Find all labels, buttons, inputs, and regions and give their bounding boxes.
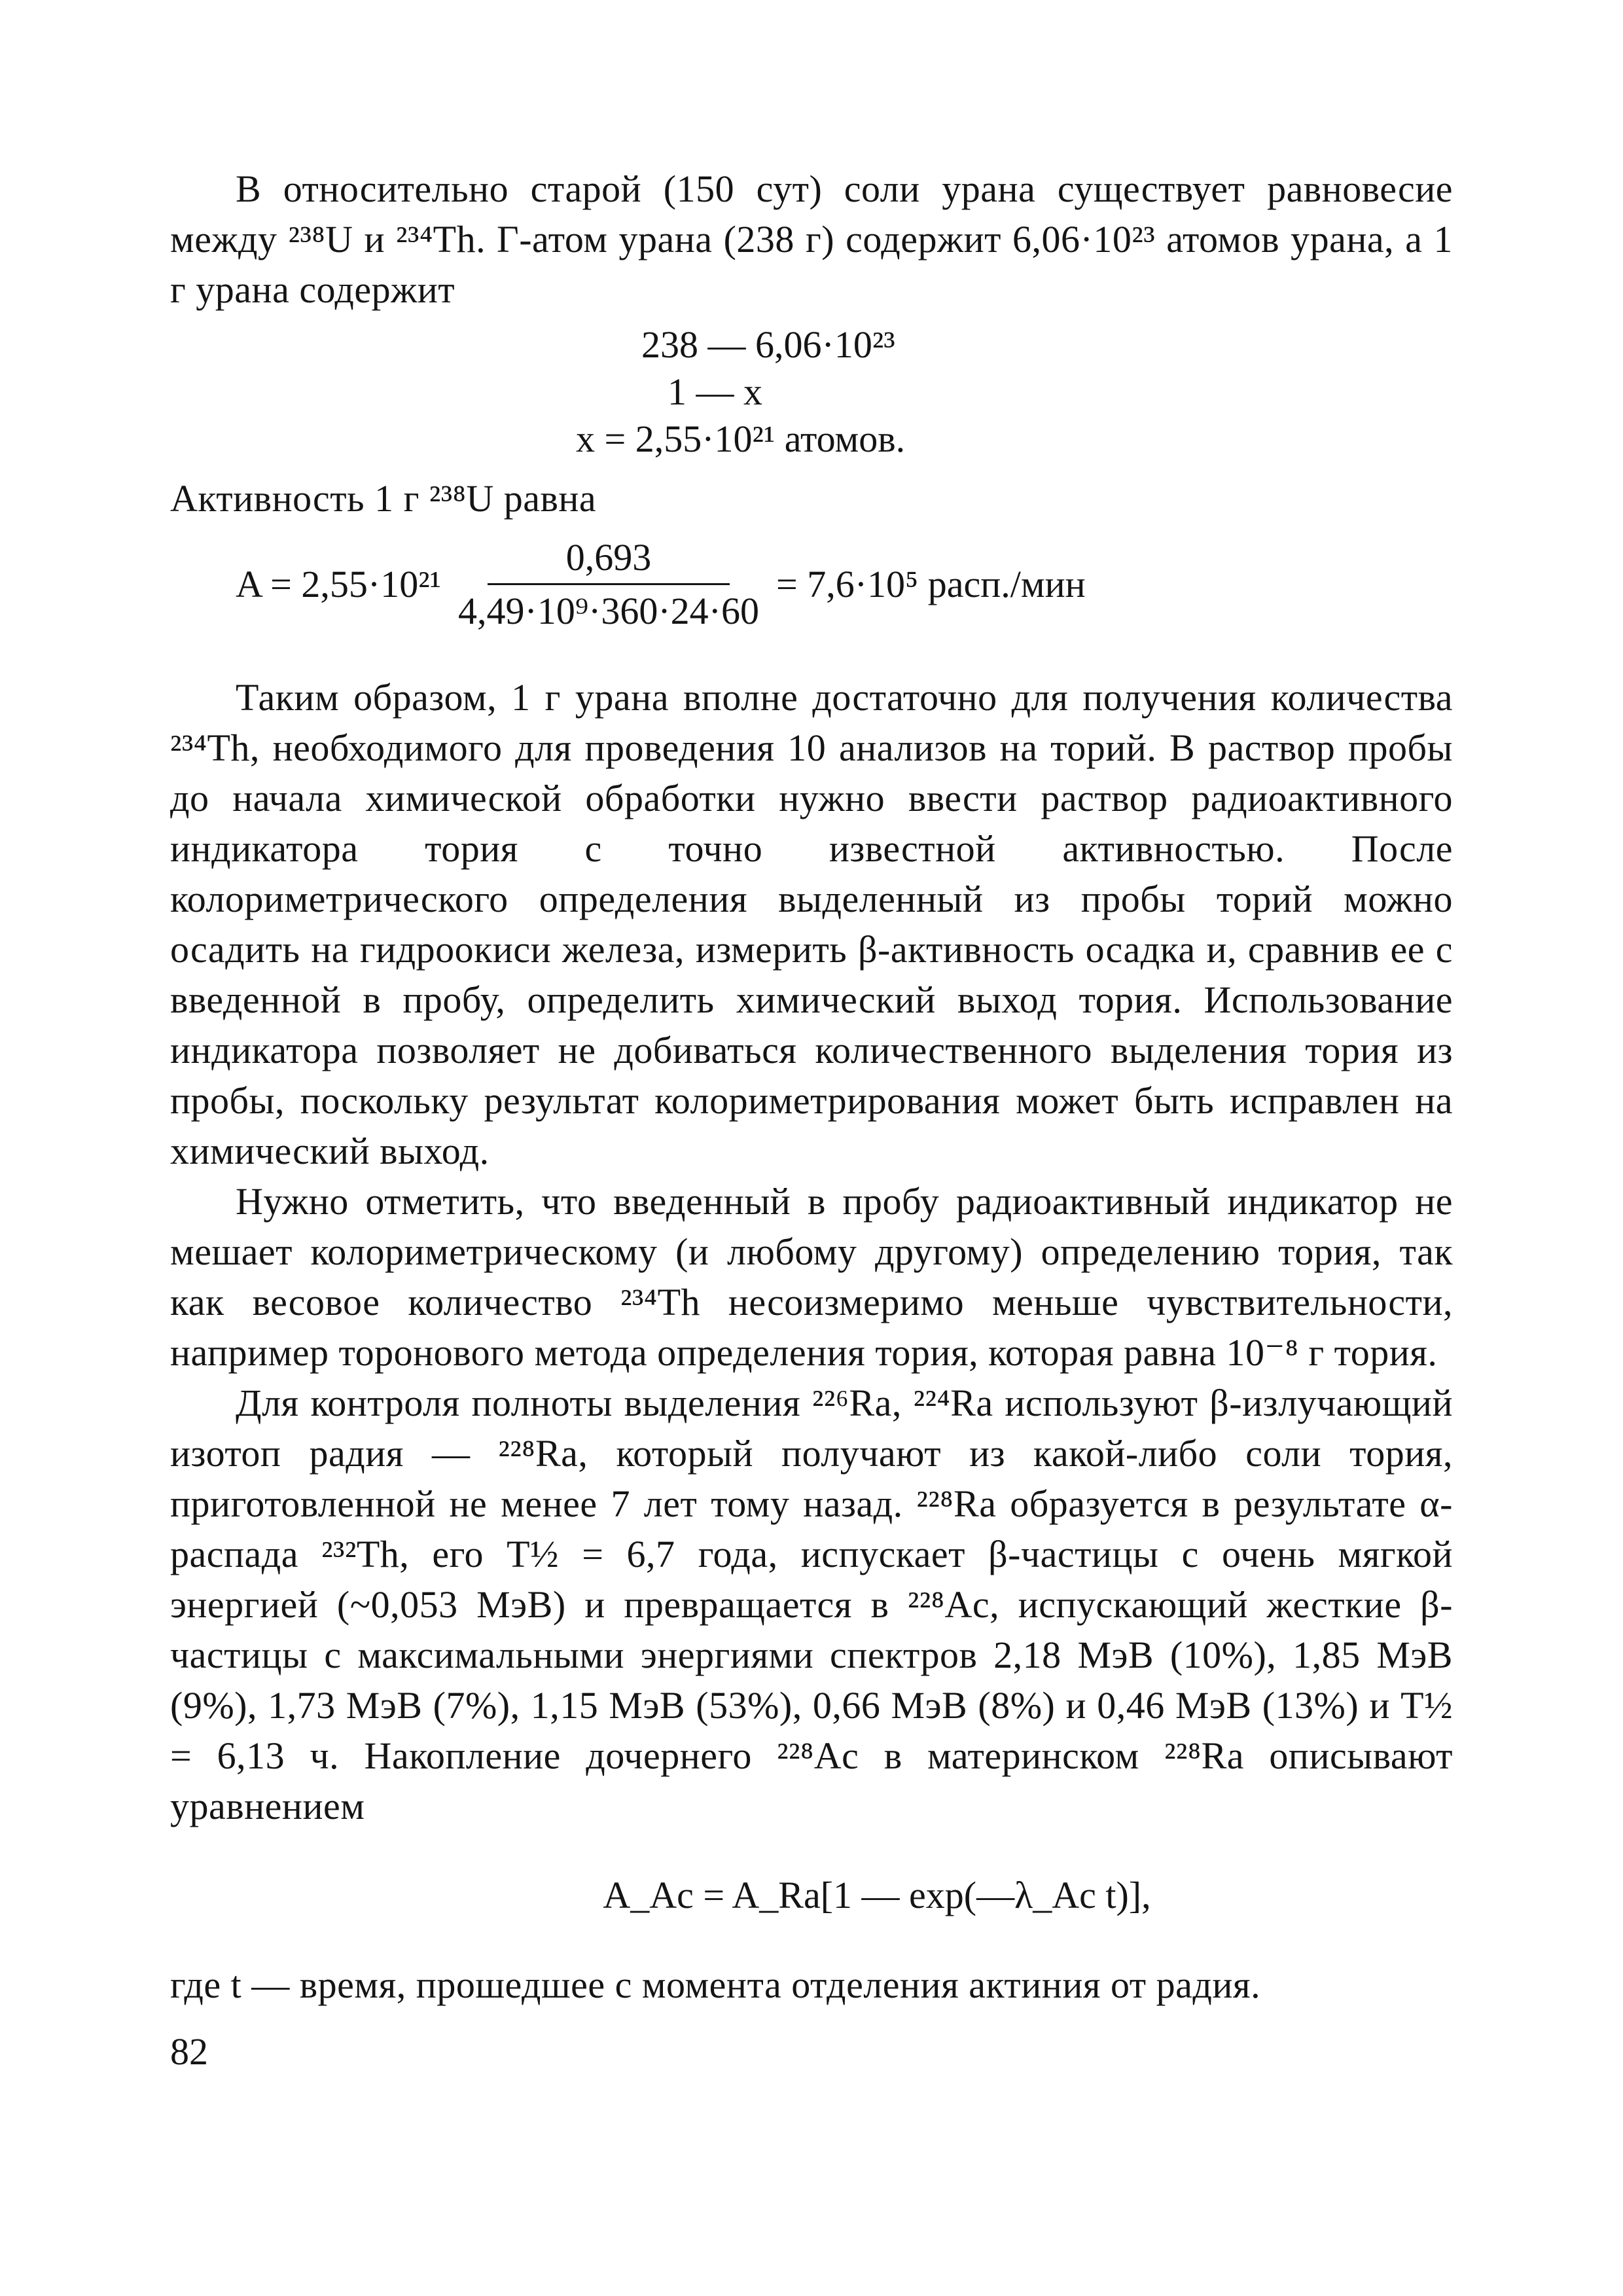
accumulation-equation: A_Ac = A_Ra[1 — exp(—λ_Ac t)],	[603, 1874, 1151, 1916]
equation-line-3: x = 2,55·10²¹ атомов.	[576, 418, 906, 460]
formula-numerator: 0,693	[488, 535, 730, 585]
paragraph-1: В относительно старой (150 сут) соли урана существует равновесие между ²³⁸U и ²³⁴Th. Г-атом урана (238 г) содержит 6,06·10²³ атомов урана, а 1 г урана содержит	[170, 168, 1453, 311]
paragraph-5: Для контроля полноты выделения ²²⁶Ra, ²²⁴Ra используют β-излучающий изотоп радия — ²²⁸Ra, который получают из какой-либо соли тория, приготовленной не менее 7 лет тому назад. ²²⁸Ra образуется в результате α-распада ²³²Th, его T½ = 6,7 года, испускает β-частицы с очень мягкой энергией (~0,053 МэВ) и превращается в ²²⁸Ac, испускающий жесткие β-частицы с максимальными энергиями спектров 2,18 МэВ (10%), 1,85 МэВ (9%), 1,73 МэВ (7%), 1,15 МэВ (53%), 0,66 МэВ (8%) и 0,46 МэВ (13%) и T½ = 6,13 ч. Накопление дочернего ²²⁸Ac в материнском ²²⁸Ra описывают уравнением	[170, 1382, 1453, 1827]
formula-denominator: 4,49·10⁹·360·24·60	[458, 590, 759, 632]
formula-rhs: = 7,6·10⁵ расп./мин	[776, 563, 1086, 605]
paragraph-2: Активность 1 г ²³⁸U равна	[170, 477, 597, 520]
formula-fraction	[458, 535, 759, 633]
paragraph-6: где t — время, прошедшее с момента отделения актиния от радия.	[170, 1964, 1261, 2006]
equation-line-2: 1 — x	[668, 370, 762, 413]
activity-formula	[170, 535, 1453, 633]
paragraph-3: Таким образом, 1 г урана вполне достаточно для получения количества ²³⁴Th, необходимого для проведения 10 анализов на торий. В раствор пробы до начала химической обработки нужно ввести раствор радиоактивного индикатора тория с точно известной активностью. После колориметрического определения выделенный из пробы торий можно осадить на гидроокиси железа, измерить β-активность осадка и, сравнив ее с введенной в пробу, определить химический выход тория. Использование индикатора позволяет не добиваться количественного выделения тория из пробы, поскольку результат колориметрирования может быть исправлен на химический выход.	[170, 676, 1453, 1172]
formula-lhs: A = 2,55·10²¹	[236, 563, 441, 605]
page-body	[170, 164, 1453, 2073]
page-number: 82	[170, 2030, 208, 2073]
paragraph-4: Нужно отметить, что введенный в пробу радиоактивный индикатор не мешает колориметрическому (и любому другому) определению тория, так как весовое количество ²³⁴Th несоизмеримо меньше чувствительности, например торонового метода определения тория, которая равна 10⁻⁸ г тория.	[170, 1180, 1453, 1374]
equation-line-1: 238 — 6,06·10²³	[641, 323, 895, 366]
proportion-equations	[170, 321, 1453, 463]
